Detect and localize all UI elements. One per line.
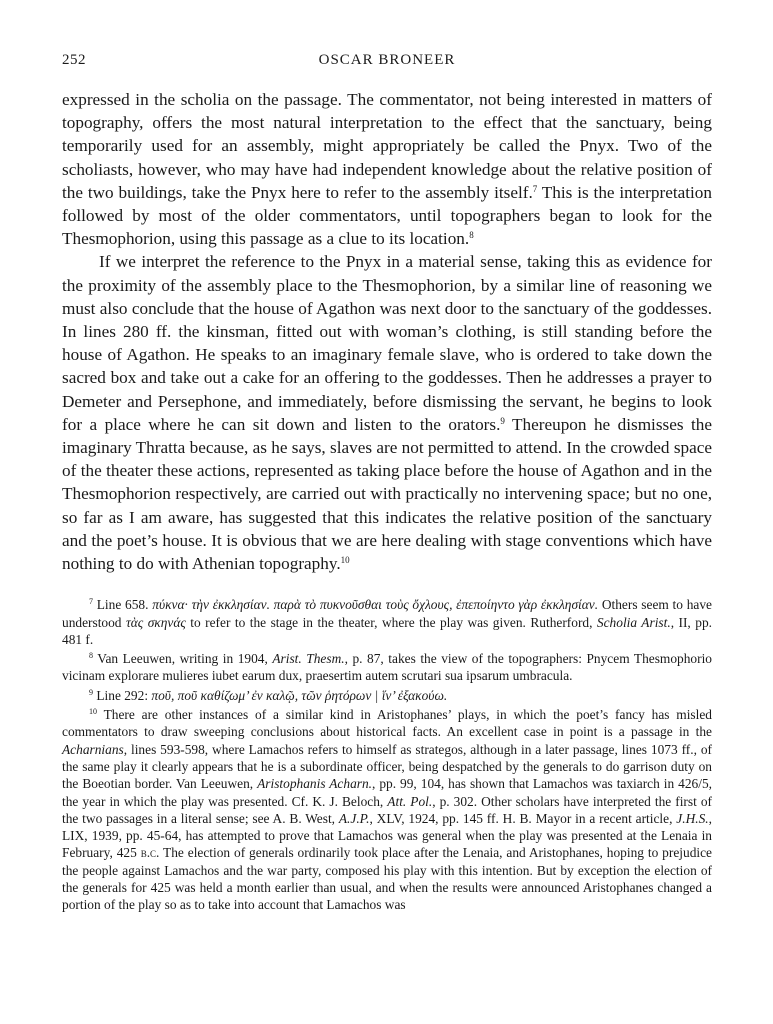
footnote-ref-9: 9 bbox=[500, 415, 505, 426]
footnote-10-text-c: , pp. 99, 104, has shown that Lamachos was taxiarch in 426/5, the year in which the play was presented. Cf. K. J. Beloch, bbox=[62, 776, 713, 809]
footnote-7-greek-1: πύκνα· τὴν ἐκκλησίαν. παρὰ τὸ πυκνοῦσθαι τοὺς ὄχλους, ἐπεποίηντο γὰρ ἐκκλησίαν. bbox=[152, 597, 599, 613]
page-number: 252 bbox=[62, 52, 86, 68]
running-head: OSCAR BRONEER bbox=[318, 52, 456, 68]
footnote-10-text-e: , XLV, 1924, pp. 145 ff. H. B. Mayor in a recent article, bbox=[369, 810, 677, 826]
footnote-10-title-4: A.J.P. bbox=[338, 810, 370, 826]
footnote-ref-7: 7 bbox=[532, 183, 538, 194]
footnote-10-text-b: , lines 593-598, where Lamachos refers to himself as strategos, although in a later passage, lines 1073 ff., of the same play it clearly appears that he is a subordinate officer, being despatched by the generals to do garrison duty on the Boeotian border. Van Leeuwen, bbox=[62, 741, 712, 792]
footnote-ref-8: 8 bbox=[469, 230, 474, 241]
footnote-9-text-a: Line 292: bbox=[93, 687, 152, 703]
footnote-9-greek: ποῦ, ποῦ καθίζωμ’ ἐν καλῷ, τῶν ῥητόρων | ἵν’ ἐξακούω. bbox=[151, 687, 448, 703]
footnote-8 bbox=[62, 650, 712, 685]
footnote-7-text-a: Line 658. bbox=[93, 597, 153, 613]
footnote-7-number: 7 bbox=[89, 597, 93, 607]
footnote-10-bc: b.c. bbox=[140, 845, 160, 861]
footnote-9-number: 9 bbox=[89, 687, 93, 697]
page bbox=[62, 52, 712, 914]
footnote-10-title-3: Att. Pol. bbox=[387, 793, 433, 809]
footnote-8-title: Arist. Thesm. bbox=[272, 651, 345, 667]
footnote-10 bbox=[62, 706, 712, 914]
footnote-10-text-g: The election of generals ordinarily took place after the Lenaia, and Aristophanes, hoping to prejudice the people against Lamachos and the war party, composed his play with this intention. But by exception the election of the generals for 425 was held a month earlier than usual, and when the results were announced Aristophanes changed a portion of the play so as to take into account that Lamachos was bbox=[62, 845, 712, 913]
footnote-ref-10: 10 bbox=[340, 555, 350, 566]
footnote-10-title-5: J.H.S. bbox=[676, 810, 709, 826]
footnote-10-text-f: , LIX, 1939, pp. 45-64, has attempted to prove that Lamachos was general when the play was presented at the Lenaia in February, 425 bbox=[62, 810, 712, 861]
footnote-7-text-b: Others seem to have understood bbox=[62, 597, 712, 630]
footnote-8-text-a: Van Leeuwen, writing in 1904, bbox=[93, 651, 273, 667]
page-header bbox=[62, 52, 712, 74]
footnote-7-text-c: to refer to the stage in the theater, where the play was given. Rutherford, bbox=[185, 614, 597, 630]
footnote-7 bbox=[62, 596, 712, 648]
paragraph-2-text-a: If we interpret the reference to the Pnyx in a material sense, taking this as evidence for the proximity of the assembly place to the Thesmophorion, by a similar line of reasoning we must also conclude that the house of Agathon was next door to the sanctuary of the goddesses. In lines 280 ff. the kinsman, fitted out with woman’s clothing, is still standing before the house of Agathon. He speaks to an imaginary female slave, who is ordered to take down the sacred box and take out a cake for an offering to the goddesses. Then he addresses a prayer to Demeter and Persephone, and immediately, before dismissing the servant, he begins to look for a place where he can sit down and listen to the orators. bbox=[62, 252, 712, 434]
paragraph-1-text-a: expressed in the scholia on the passage. The commentator, not being interested in matters of topography, offers the most natural interpretation to the effect that the sanctuary, being temporarily used for an assembly, might appropriately be called the Pnyx. Two of the scholiasts, however, who may have had independent knowledge about the relative position of the two buildings, take the Pnyx here to refer to the assembly itself. bbox=[62, 90, 712, 202]
footnote-7-text-d: , II, pp. 481 f. bbox=[62, 614, 712, 647]
footnote-10-number: 10 bbox=[89, 707, 97, 717]
paragraph-2-text-b: Thereupon he dismisses the imaginary Thratta because, as he says, slaves are not permitted to attend. In the crowded space of the theater these actions, represented as taking place before the house of Agathon and in the Thesmophorion respectively, are carried out with practically no intervening space; but no one, so far as I am aware, has suggested that this indicates the relative position of the sanctuary and the poet’s house. It is obvious that we are here dealing with stage conventions which have nothing to do with Athenian topography. bbox=[62, 414, 712, 574]
paragraph-2 bbox=[62, 250, 712, 575]
paragraph-1 bbox=[62, 88, 712, 250]
footnote-10-text-a: There are other instances of a similar kind in Aristophanes’ plays, in which the poet’s fancy has misled commentators to draw sweeping conclusions about historical facts. An excellent case in point is a passage in the bbox=[62, 707, 712, 740]
footnote-10-title-2: Aristophanis Acharn. bbox=[257, 776, 373, 792]
footnotes bbox=[62, 596, 712, 913]
paragraph-1-text-b: This is the interpretation followed by most of the older commentators, until topographers began to look for the Thesmophorion, using this passage as a clue to its location. bbox=[62, 182, 712, 249]
main-text bbox=[62, 88, 712, 575]
footnote-8-text-b: , p. 87, takes the view of the topographers: Pnycem Thesmophorio vicinam explorare mulieres iubet earum dux, praesertim autem scrutari sua ipsarum umbracula. bbox=[62, 651, 712, 684]
footnote-7-title: Scholia Arist. bbox=[596, 614, 671, 630]
footnote-8-number: 8 bbox=[89, 651, 93, 661]
footnote-9 bbox=[62, 687, 712, 704]
footnote-10-text-d: , p. 302. Other scholars have interpreted the first of the two passages in a literal sense; see A. B. West, bbox=[62, 793, 712, 826]
footnote-7-greek-2: τὰς σκηνάς bbox=[125, 614, 186, 630]
footnote-10-title-1: Acharnians bbox=[62, 741, 124, 757]
